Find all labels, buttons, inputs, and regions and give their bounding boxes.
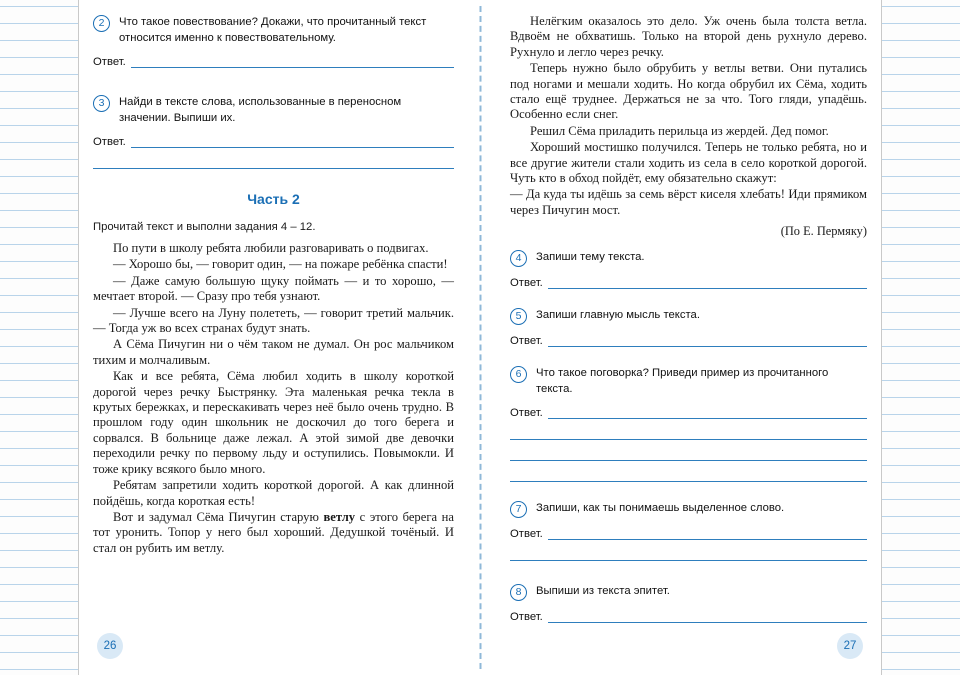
answer-label: Ответ. — [93, 136, 126, 148]
reading-instruction: Прочитай текст и выполни задания 4 – 12. — [93, 221, 316, 233]
answer-label: Ответ. — [510, 528, 543, 541]
answer-write-line[interactable] — [548, 406, 867, 419]
answer-row[interactable] — [510, 276, 867, 289]
answer-write-line[interactable] — [548, 276, 867, 289]
story-paragraph: — Хорошо бы, — говорит один, — на пожаре ребёнка спасти! — [113, 257, 448, 272]
story-paragraph: Ребятам запретили ходить короткой дорогой. А как длинной пойдёшь, когда короткая есть! — [93, 478, 454, 508]
page-number-left: 26 — [97, 633, 123, 659]
task-text: Что такое повествование? Докажи, что прочитанный текст относится именно к повествовательному. — [119, 16, 427, 44]
story-paragraph: Как и все ребята, Сёма любил ходить в школу короткой дорогой через речку Быстрянку. Эта маленькая речка текла в крутых бережках, и перескакивать через неё было очень трудно. В прошлом году один школьник не доскочил до того берега и сорвался. В больнице даже лежал. А этой зимой две девочки переходили речку по первому льду и оступились. Повымокли. И тоже крику всякого было много. — [93, 369, 454, 476]
answer-write-line[interactable] — [131, 55, 454, 68]
task-header — [510, 249, 867, 267]
task-number-badge: 7 — [510, 501, 527, 518]
task-8 — [510, 583, 867, 623]
task-4 — [510, 249, 867, 289]
answer-label: Ответ. — [510, 277, 543, 290]
answer-write-line[interactable] — [510, 444, 867, 461]
story-paragraph: — Лучше всего на Луну полететь, — говорит третий мальчик. — Тогда уж во всех странах будут знать. — [93, 305, 454, 336]
paper-edge-right — [881, 0, 960, 675]
answer-write-line[interactable] — [93, 152, 454, 169]
task-2 — [93, 14, 454, 68]
story-paragraph-with-bold — [93, 510, 454, 556]
task-header — [510, 500, 867, 518]
task-5 — [510, 307, 867, 347]
task-6 — [510, 365, 867, 482]
task-text: Запиши главную мысль текста. — [536, 309, 700, 322]
answer-write-line[interactable] — [548, 527, 867, 540]
task-number-badge: 3 — [93, 95, 110, 112]
task-header — [510, 307, 867, 325]
task-header — [93, 94, 454, 126]
answer-write-line[interactable] — [131, 135, 454, 148]
answer-write-line[interactable] — [548, 334, 867, 347]
answer-row[interactable] — [510, 334, 867, 347]
spread-content — [79, 0, 881, 675]
answer-write-line[interactable] — [548, 610, 867, 623]
task-text: Запиши тему текста. — [536, 251, 645, 264]
story-paragraph: По пути в школу ребята любили разговаривать о подвигах. — [113, 241, 429, 255]
story-paragraph: Теперь нужно было обрубить у ветлы ветви. Они путались под ногами и мешали ходить. Но когда обрубил их Сёма, ходить стало ещё труднее. Держаться не за что. Того гляди, упадёшь. Особенно если снег. — [510, 61, 867, 122]
task-number-badge: 4 — [510, 250, 527, 267]
task-header — [93, 14, 454, 46]
task-number-badge: 2 — [93, 15, 110, 32]
spacer — [93, 80, 454, 94]
story-paragraph: Хороший мостишко получился. Теперь не только ребята, но и все другие жители стали ходить из села в село короткой дорогой. Чуть кто в обход пойдёт, ему обязательно скажут: — [510, 140, 867, 186]
part-title: Часть 2 — [247, 191, 300, 207]
task-text: Выпиши из текста эпитет. — [536, 585, 670, 598]
page-right — [480, 0, 881, 675]
task-text: Найди в тексте слова, использованные в переносном значении. Выпиши их. — [119, 96, 402, 124]
task-header — [510, 365, 867, 397]
answer-label: Ответ. — [510, 407, 543, 420]
task-text: Что такое поговорка? Приведи пример из прочитанного текста. — [536, 367, 829, 396]
answer-write-line[interactable] — [510, 423, 867, 440]
task-3 — [93, 94, 454, 169]
spacer — [510, 573, 867, 583]
answer-row[interactable] — [510, 527, 867, 540]
answer-label: Ответ. — [93, 56, 126, 68]
answer-row[interactable] — [510, 610, 867, 623]
story-paragraph-text: Вот и задумал Сёма Пичугин старую ветлу с этого берега на тот уронить. Топор у него был хороший. Дедушкой точёный. И стал он рубить им ветлу. — [93, 509, 454, 555]
author-attribution: (По Е. Пермяку) — [780, 224, 867, 239]
page-number-right: 27 — [837, 633, 863, 659]
answer-label: Ответ. — [510, 335, 543, 348]
task-header — [510, 583, 867, 601]
answer-write-line[interactable] — [510, 465, 867, 482]
answer-row[interactable] — [93, 135, 454, 148]
page-left — [79, 0, 480, 675]
answer-row[interactable] — [93, 55, 454, 68]
story-paragraph: Нелёгким оказалось это дело. Уж очень была толста ветла. Вдвоём не обхватишь. Только на второй день рухнуло дерево. Рухнуло и легло через речку. — [510, 14, 867, 59]
story-paragraph: Решил Сёма приладить перильца из жердей. Дед помог. — [530, 123, 829, 138]
paper-edge-left — [0, 0, 79, 675]
answer-label: Ответ. — [510, 611, 543, 624]
task-number-badge: 5 — [510, 308, 527, 325]
story-paragraph: А Сёма Пичугин ни о чём таком не думал. Он рос мальчиком тихим и молчаливым. — [93, 337, 454, 367]
task-text: Запиши, как ты понимаешь выделенное слово. — [536, 502, 785, 515]
task-7 — [510, 500, 867, 561]
answer-write-line[interactable] — [510, 544, 867, 561]
task-number-badge: 6 — [510, 366, 527, 383]
task-number-badge: 8 — [510, 584, 527, 601]
story-paragraph: — Даже самую большую щуку поймать — и то хорошо, — мечтает второй. — Сразу про тебя узнают. — [93, 273, 454, 304]
answer-row[interactable] — [510, 406, 867, 419]
story-paragraph: — Да куда ты идёшь за семь вёрст киселя хлебать! Иди прямиком через Пичугин мост. — [510, 187, 867, 217]
